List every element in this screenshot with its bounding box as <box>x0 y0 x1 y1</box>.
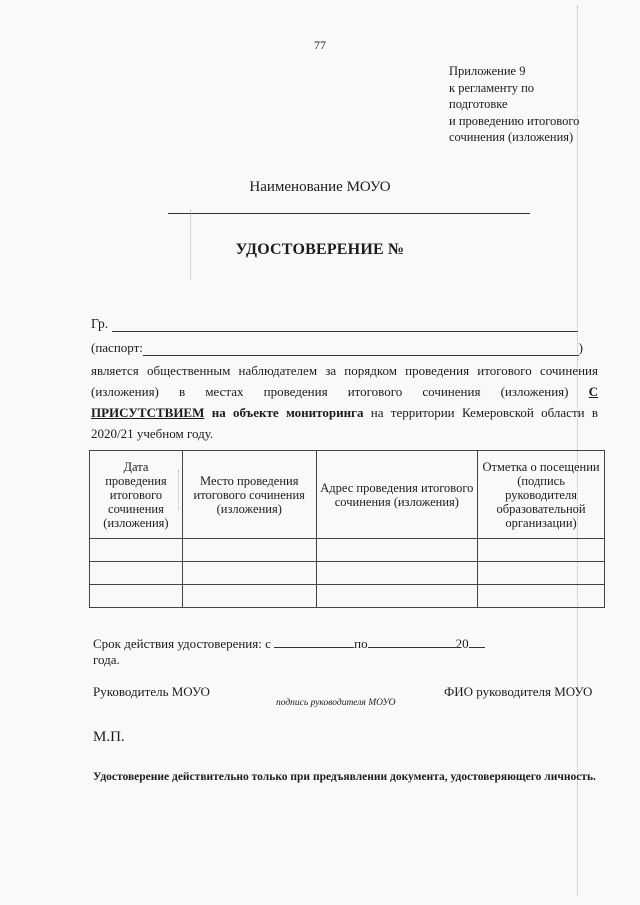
validity-notice: Удостоверение действительно только при предъявлении документа, удостоверяющего личность. <box>93 771 596 783</box>
organization-line <box>168 213 530 214</box>
table-cell[interactable] <box>316 539 478 562</box>
table-cell[interactable] <box>182 562 316 585</box>
signature-caption: подпись руководителя МОУО <box>276 698 396 708</box>
validity-period <box>93 636 513 668</box>
validity-year-prefix: 20 <box>455 636 469 651</box>
passport-blank-line <box>143 342 579 356</box>
body-text: на территории Кемеровской области в <box>370 405 599 420</box>
table-cell[interactable] <box>90 539 183 562</box>
table-cell[interactable] <box>316 585 478 608</box>
passport-close: ) <box>578 340 583 355</box>
table-cell[interactable] <box>478 585 605 608</box>
citizen-blank-line <box>112 318 578 332</box>
table-row <box>90 562 605 585</box>
presence-emphasis: С <box>588 384 599 399</box>
table-row <box>90 585 605 608</box>
appendix-line: Приложение 9 <box>449 64 526 78</box>
body-line: 2020/21 учебном году. <box>91 426 214 441</box>
validity-year-line <box>469 636 485 648</box>
organization-label: Наименование МОУО <box>249 179 391 195</box>
table-cell[interactable] <box>90 562 183 585</box>
appendix-line: подготовке <box>449 97 508 111</box>
body-text: (изложения) в местах проведения итогового сочинения (изложения) <box>91 384 569 399</box>
appendix-note <box>449 63 579 146</box>
head-label: Руководитель МОУО <box>93 684 210 699</box>
table-row <box>90 539 605 562</box>
validity-label: Срок действия удостоверения: с <box>93 636 271 651</box>
passport-label: (паспорт: <box>91 340 143 355</box>
presence-emphasis: ПРИСУТСТВИЕМ <box>91 405 205 420</box>
table-header-cell: Отметка о посещении (подпись руководителя образовательной организации) <box>478 451 605 539</box>
citizen-field <box>91 314 578 332</box>
passport-field <box>91 338 583 356</box>
citizen-label: Гр. <box>91 316 109 331</box>
table-cell[interactable] <box>90 585 183 608</box>
table-cell[interactable] <box>478 562 605 585</box>
table-header-row <box>90 451 605 539</box>
monitoring-table <box>89 450 605 608</box>
table-cell[interactable] <box>478 539 605 562</box>
validity-to-label: по <box>354 636 368 651</box>
validity-to-line <box>368 636 456 648</box>
body-line <box>91 381 598 402</box>
table-cell[interactable] <box>316 562 478 585</box>
appendix-line: и проведению итогового <box>449 113 580 128</box>
validity-from-line <box>274 636 354 648</box>
page-number: 77 <box>314 38 326 52</box>
stamp-placeholder: М.П. <box>93 729 125 745</box>
appendix-line: сочинения (изложения) <box>449 130 574 144</box>
table-header-cell: Дата проведения итогового сочинения (изложения) <box>90 451 183 539</box>
monitoring-object-text: на объекте мониторинга <box>211 405 364 420</box>
certificate-title: УДОСТОВЕРЕНИЕ № <box>235 241 405 258</box>
table-cell[interactable] <box>182 539 316 562</box>
table-header-cell: Место проведения итогового сочинения (изложения) <box>182 451 316 539</box>
body-line <box>91 402 598 423</box>
head-name-label: ФИО руководителя МОУО <box>444 684 593 699</box>
table-cell[interactable] <box>182 585 316 608</box>
body-line: является общественным наблюдателем за порядком проведения итогового сочинения <box>91 363 598 378</box>
appendix-line: к регламенту по <box>449 80 535 95</box>
table-header-cell: Адрес проведения итогового сочинения (изложения) <box>316 451 478 539</box>
certificate-body <box>91 360 598 444</box>
validity-year-suffix: года. <box>93 652 120 667</box>
